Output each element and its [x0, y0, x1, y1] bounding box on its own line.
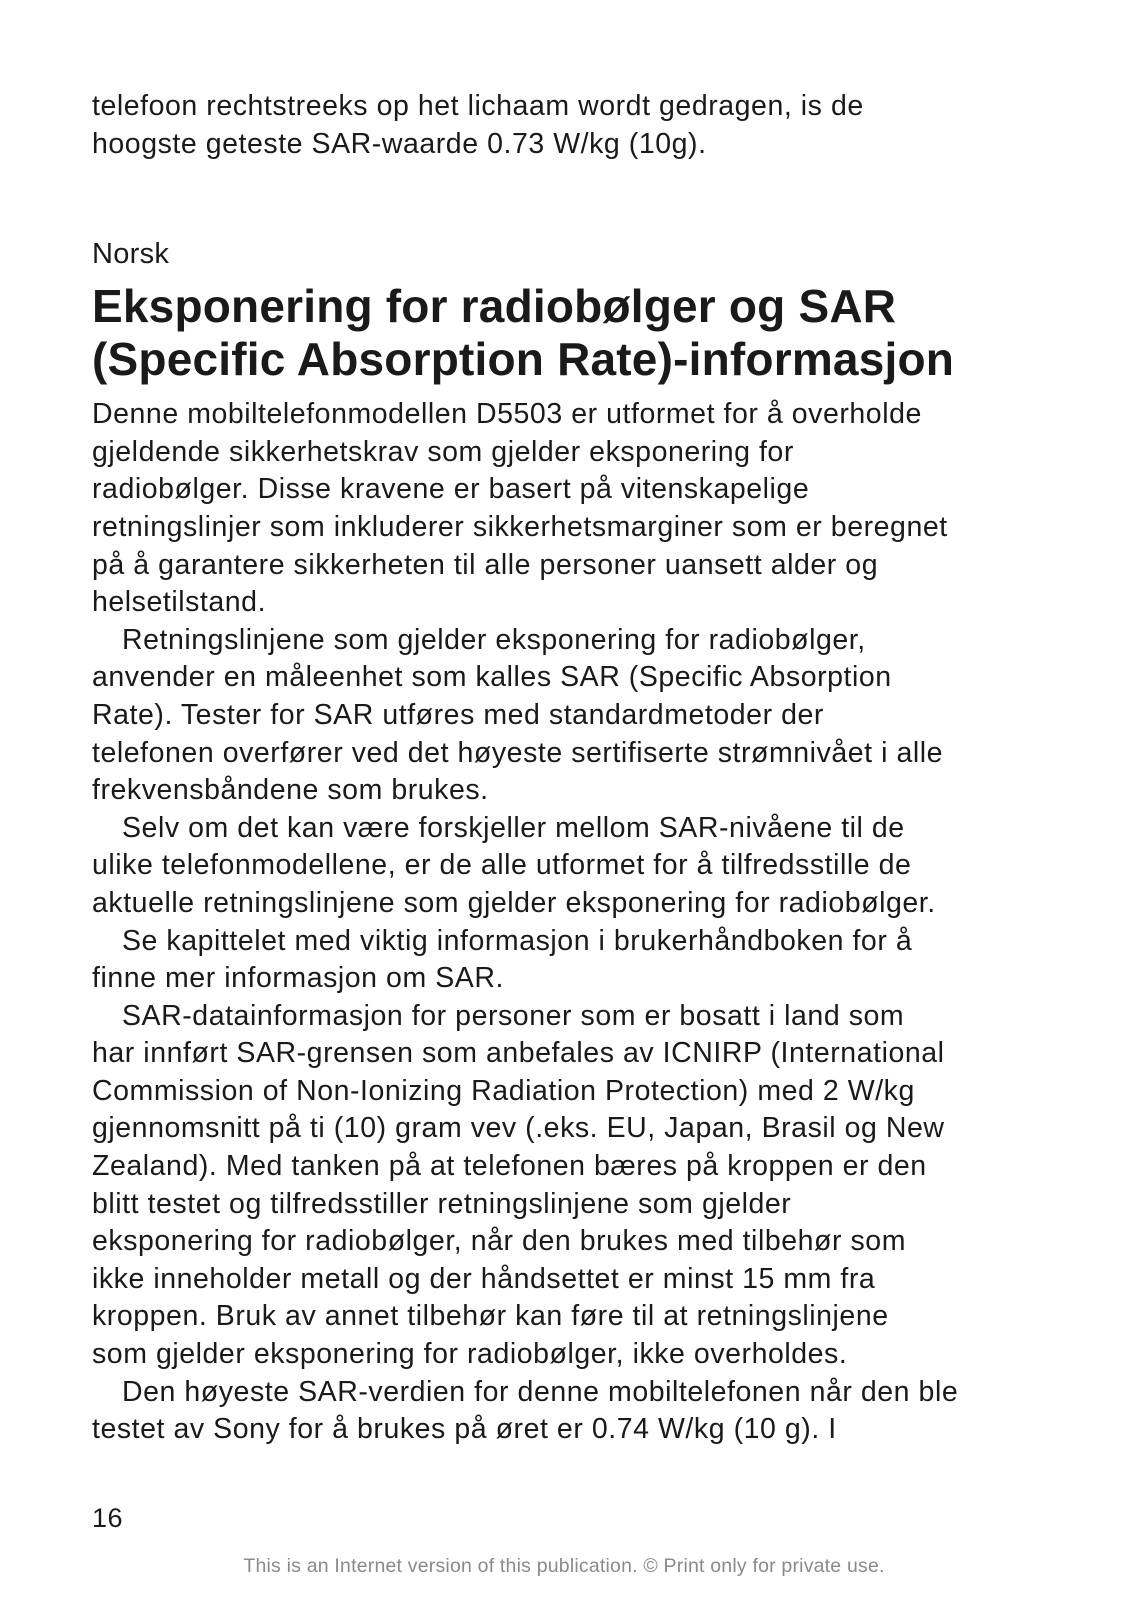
body-line: ikke inneholder metall og der håndsettet er minst 15 mm fra	[92, 1262, 876, 1295]
body-line: gjeldende sikkerhetskrav som gjelder eksponering for	[92, 435, 794, 468]
body-line: SAR-datainformasjon for personer som er bosatt i land som	[122, 999, 905, 1032]
document-page	[92, 88, 1052, 1449]
body-line: som gjelder eksponering for radiobølger, ikke overholdes.	[92, 1338, 848, 1371]
body-line: finne mer informasjon om SAR.	[92, 962, 504, 995]
page-number: 16	[92, 1503, 124, 1533]
body-text	[92, 396, 1052, 1449]
intro-line: telefoon rechtstreeks op het lichaam wordt gedragen, is de	[92, 90, 864, 122]
body-line: Denne mobiltelefonmodellen D5503 er utformet for å overholde	[92, 398, 922, 431]
intro-line: hoogste geteste SAR-waarde 0.73 W/kg (10g).	[92, 127, 707, 160]
section-heading	[92, 280, 1052, 386]
body-line: testet av Sony for å brukes på øret er 0.74 W/kg (10 g). I	[92, 1413, 837, 1446]
body-line: telefonen overfører ved det høyeste sertifiserte strømnivået i alle	[92, 736, 944, 769]
body-line: har innført SAR-grensen som anbefales av ICNIRP (International	[92, 1037, 945, 1070]
body-line: på å garantere sikkerheten til alle personer uansett alder og	[92, 548, 879, 581]
body-line: Rate). Tester for SAR utføres med standardmetoder der	[92, 698, 824, 731]
body-line: ulike telefonmodellene, er de alle utformet for å tilfredsstille de	[92, 849, 912, 882]
body-line: Selv om det kan være forskjeller mellom SAR-nivåene til de	[122, 811, 905, 844]
body-line: eksponering for radiobølger, når den brukes med tilbehør som	[92, 1225, 906, 1258]
body-line: Den høyeste SAR-verdien for denne mobiltelefonen når den ble	[122, 1375, 959, 1408]
body-line: Zealand). Med tanken på at telefonen bæres på kroppen er den	[92, 1150, 927, 1183]
heading-line: (Specific Absorption Rate)-informasjon	[92, 333, 955, 386]
body-line: gjennomsnitt på ti (10) gram vev (.eks. EU, Japan, Brasil og New	[92, 1112, 945, 1145]
language-label: Norsk	[92, 238, 170, 271]
intro-paragraph	[92, 88, 1052, 163]
body-line: blitt testet og tilfredsstiller retningslinjene som gjelder	[92, 1187, 792, 1220]
body-line: radiobølger. Disse kravene er basert på vitenskapelige	[92, 473, 810, 506]
body-line: anvender en måleenhet som kalles SAR (Specific Absorption	[92, 661, 892, 694]
body-line: aktuelle retningslinjene som gjelder eksponering for radiobølger.	[92, 886, 936, 919]
body-line: Se kapittelet med viktig informasjon i brukerhåndboken for å	[122, 924, 913, 957]
footer-note: This is an Internet version of this publication. © Print only for private use.	[243, 1555, 885, 1577]
heading-line: Eksponering for radiobølger og SAR	[92, 280, 897, 333]
body-line: helsetilstand.	[92, 586, 267, 619]
body-line: retningslinjer som inkluderer sikkerhetsmarginer som er beregnet	[92, 510, 948, 543]
body-line: Commission of Non-Ionizing Radiation Protection) med 2 W/kg	[92, 1074, 915, 1107]
body-line: Retningslinjene som gjelder eksponering for radiobølger,	[122, 623, 866, 656]
body-line: kroppen. Bruk av annet tilbehør kan føre til at retningslinjene	[92, 1300, 889, 1333]
body-line: frekvensbåndene som brukes.	[92, 774, 489, 807]
